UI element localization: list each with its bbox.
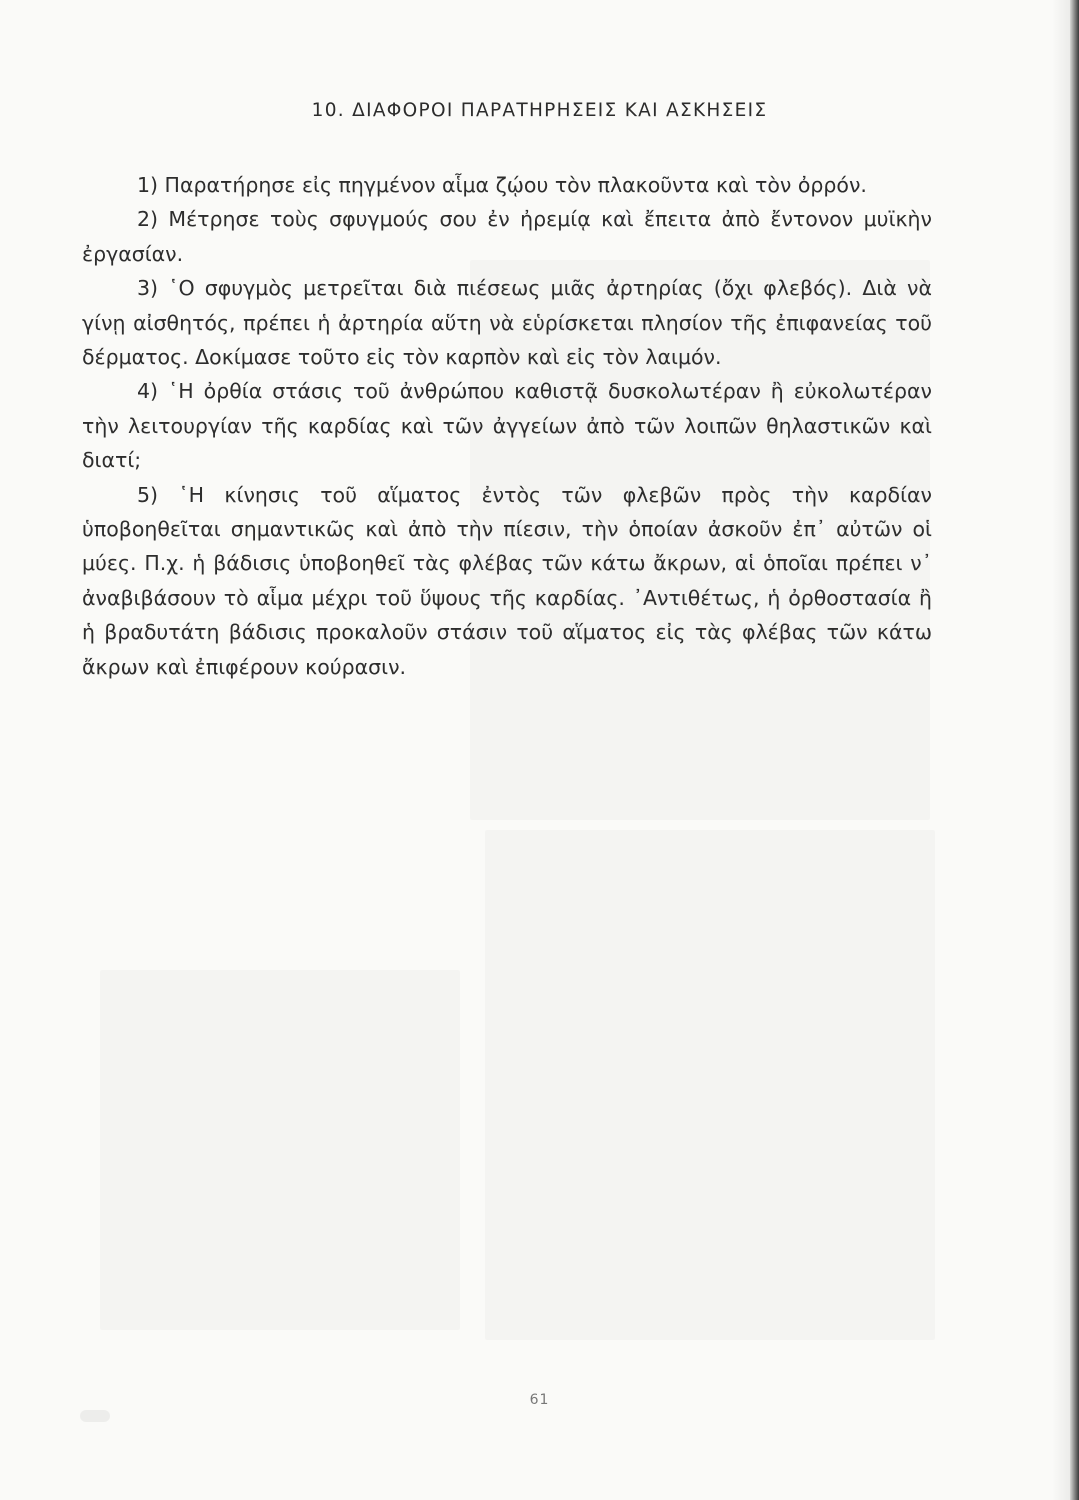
corner-smudge bbox=[80, 1410, 110, 1422]
page-spine-edge bbox=[1070, 0, 1079, 1500]
section-heading: 10. ΔΙΑΦΟΡΟΙ ΠΑΡΑΤΗΡΗΣΕΙΣ ΚΑΙ ΑΣΚΗΣΕΙΣ bbox=[311, 100, 768, 121]
exercise-paragraph-1: 1) Παρατήρησε εἰς πηγμένον αἷμα ζῴου τὸν πλακοῦντα καὶ τὸν ὀρρόν. bbox=[137, 173, 867, 197]
body-text bbox=[82, 168, 932, 684]
exercise-paragraph-5: 5) ῾Η κίνησις τοῦ αἵματος ἐντὸς τῶν φλεβῶν πρὸς τὴν καρδίαν ὑποβοηθεῖται σημαντικῶς καὶ ἀπὸ τὴν πίεσιν, τὴν ὁποίαν ἀσκοῦν ἐπ᾽ αὐτῶν οἱ μύες. Π.χ. ἡ βάδισις ὑποβοηθεῖ τὰς φλέβας τῶν κάτω ἄκρων, αἱ ὁποῖαι πρέπει ν᾽ ἀναβιβάσουν τὸ αἷμα μέχρι τοῦ ὕψους τῆς καρδίας. ᾽Αντιθέτως, ἡ ὀρθοστασία ἢ ἡ βραδυτάτη βάδισις προκαλοῦν στάσιν τοῦ αἵματος εἰς τὰς φλέβας τῶν κάτω ἄκρων καὶ ἐπιφέρουν κούρασιν. bbox=[82, 482, 932, 679]
spine-shadow bbox=[1052, 0, 1070, 1500]
exercise-paragraph-4: 4) ῾Η ὀρθία στάσις τοῦ ἀνθρώπου καθιστᾷ δυσκολωτέραν ἢ εὐκολωτέραν τὴν λειτουργίαν τῆς καρδίας καὶ τῶν ἀγγείων ἀπὸ τῶν λοιπῶν θηλαστικῶν καὶ διατί; bbox=[82, 379, 932, 473]
exercise-paragraph-3: 3) ῾Ο σφυγμὸς μετρεῖται διὰ πιέσεως μιᾶς ἀρτηρίας (ὄχι φλεβός). Διὰ νὰ γίνῃ αἰσθητός, πρέπει ἡ ἀρτηρία αὕτη νὰ εὑρίσκεται πλησίον τῆς ἐπιφανείας τοῦ δέρματος. Δοκίμασε τοῦτο εἰς τὸν καρπὸν καὶ εἰς τὸν λαιμόν. bbox=[82, 276, 932, 370]
exercise-paragraph-2: 2) Μέτρησε τοὺς σφυγμούς σου ἐν ἠρεμίᾳ καὶ ἔπειτα ἀπὸ ἔντονον μυϊκὴν ἐργασίαν. bbox=[82, 207, 932, 266]
page-number: 61 bbox=[529, 1392, 550, 1408]
show-through-block-2 bbox=[100, 970, 460, 1330]
show-through-block-3 bbox=[485, 830, 935, 1340]
